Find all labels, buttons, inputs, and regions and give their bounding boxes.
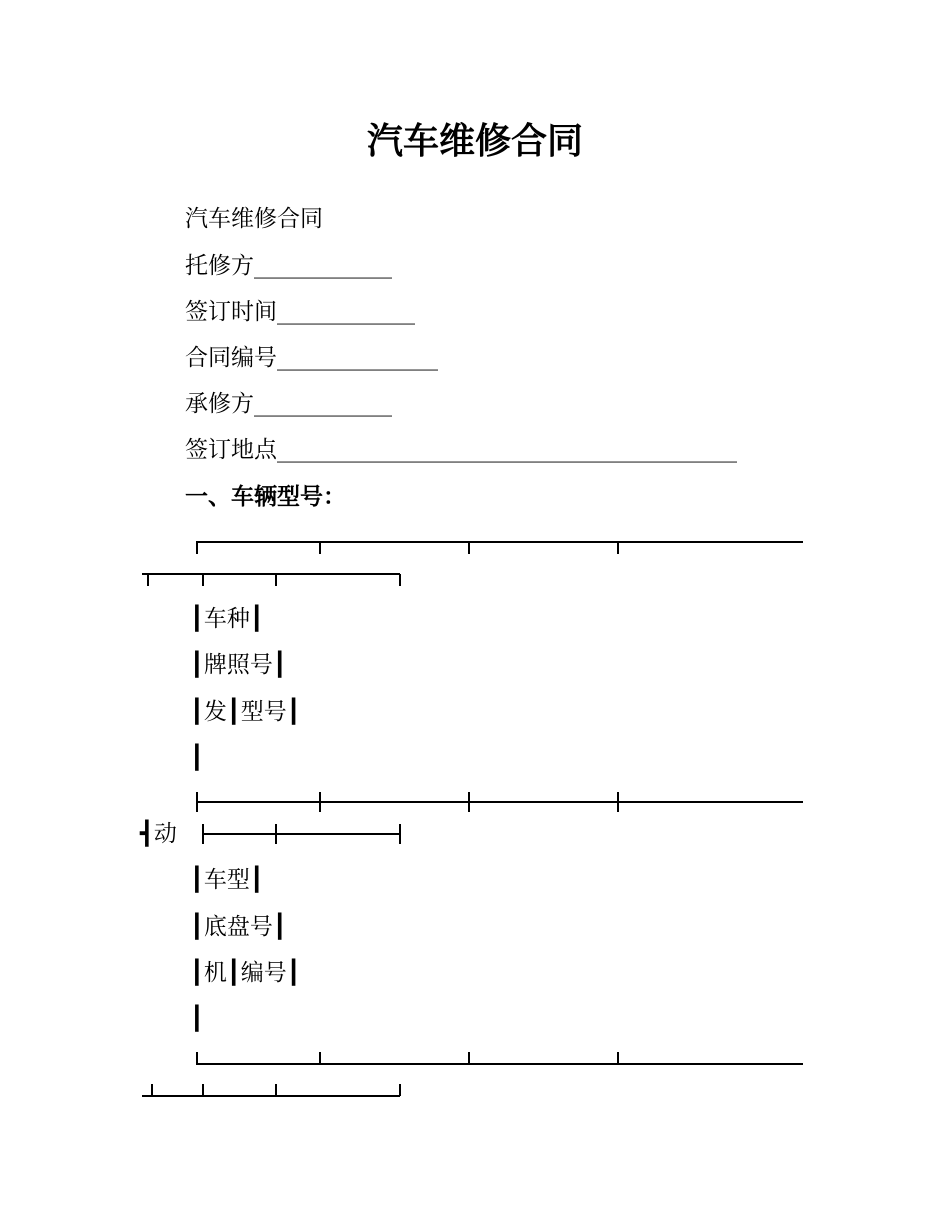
section-heading-vehicle-model: 一、车辆型号： (185, 484, 346, 510)
table-cell-vehicle-type: ┃车种┃ (190, 606, 264, 632)
table-cell-row1-end: ┃ (190, 745, 204, 771)
contract-number-field: 合同编号______________ (185, 345, 438, 371)
table-mid-label: ┫动 (140, 821, 177, 847)
document-title: 汽车维修合同 (366, 121, 583, 162)
table-cell-vehicle-model: ┃车型┃ (190, 867, 264, 893)
table-cell-engine-number: ┃机┃编号┃ (190, 960, 301, 986)
table-cell-chassis-number: ┃底盘号┃ (190, 914, 287, 940)
table-cell-row2-end: ┃ (190, 1006, 204, 1032)
subtitle-line: 汽车维修合同 (185, 206, 323, 232)
table-cell-plate-number: ┃牌照号┃ (190, 652, 287, 678)
repairer-field: 承修方____________ (185, 391, 392, 417)
sign-place-field: 签订地点________________________________________ (185, 437, 737, 463)
sign-time-field: 签订时间____________ (185, 299, 415, 325)
client-field: 托修方____________ (185, 253, 392, 279)
table-cell-engine-model: ┃发┃型号┃ (190, 699, 301, 725)
